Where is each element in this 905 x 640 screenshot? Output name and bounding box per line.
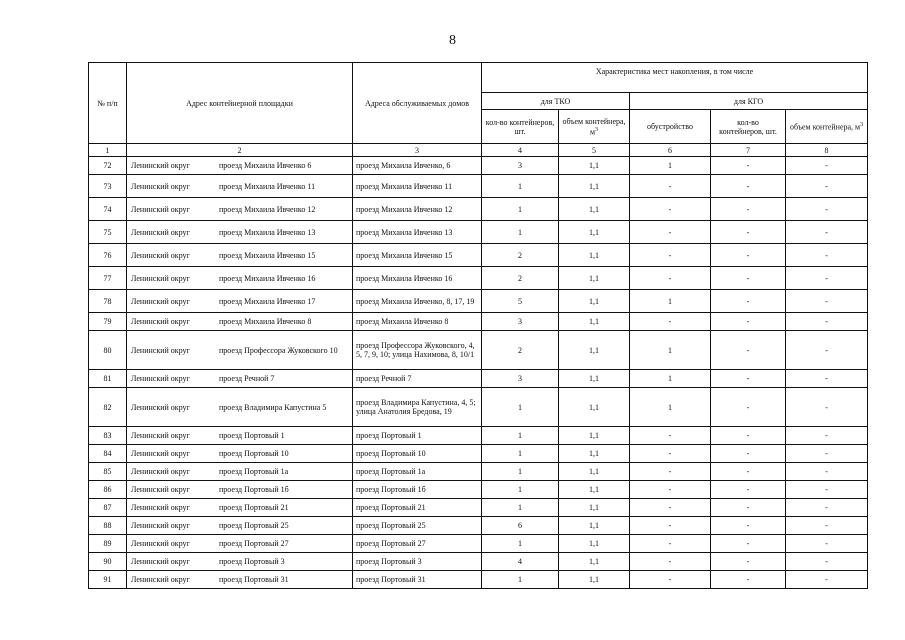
district-name: Ленинский округ: [131, 539, 190, 548]
row-number: 78: [89, 290, 127, 313]
site-street: проезд Владимира Капустина 5: [219, 402, 327, 412]
header-tko-count: кол-во контейнеров, шт.: [482, 110, 559, 144]
table-row: [89, 517, 868, 535]
row-number: 77: [89, 267, 127, 290]
served-addresses: проезд Портовый 21: [353, 499, 482, 517]
served-addresses: проезд Михаила Ивченко 15: [353, 244, 482, 267]
tko-container-volume: 1,1: [559, 221, 630, 244]
row-number: 81: [89, 370, 127, 388]
site-address-cell: [127, 175, 353, 198]
site-address-cell: [127, 463, 353, 481]
tko-container-count: 5: [482, 290, 559, 313]
kgo-equipment: -: [630, 499, 711, 517]
site-street: проезд Михаила Ивченко 13: [219, 227, 316, 237]
table-row: [89, 244, 868, 267]
kgo-container-count: -: [711, 221, 786, 244]
served-addresses: проезд Портовый 3: [353, 553, 482, 571]
table-row: [89, 388, 868, 427]
kgo-container-count: -: [711, 290, 786, 313]
kgo-container-volume: -: [786, 517, 868, 535]
district-name: Ленинский округ: [131, 161, 190, 170]
row-number: 87: [89, 499, 127, 517]
row-number: 85: [89, 463, 127, 481]
site-street: проезд Михаила Ивченко 12: [219, 204, 316, 214]
kgo-equipment: -: [630, 517, 711, 535]
row-number: 82: [89, 388, 127, 427]
kgo-container-volume: -: [786, 571, 868, 589]
kgo-container-count: -: [711, 517, 786, 535]
row-number: 86: [89, 481, 127, 499]
kgo-container-count: -: [711, 535, 786, 553]
column-index: 3: [353, 144, 482, 157]
site-street: проезд Портовый 1б: [219, 485, 289, 494]
kgo-container-count: -: [711, 370, 786, 388]
row-number: 80: [89, 331, 127, 370]
kgo-container-count: -: [711, 244, 786, 267]
served-addresses: проезд Портовый 31: [353, 571, 482, 589]
table-row: [89, 499, 868, 517]
tko-container-volume: 1,1: [559, 175, 630, 198]
kgo-container-count: -: [711, 198, 786, 221]
site-address-cell: [127, 221, 353, 244]
table-row: [89, 553, 868, 571]
site-address-cell: [127, 331, 353, 370]
table-row: [89, 463, 868, 481]
served-addresses: проезд Михаила Ивченко 8: [353, 313, 482, 331]
kgo-container-count: -: [711, 481, 786, 499]
tko-container-volume: 1,1: [559, 517, 630, 535]
table-row: [89, 157, 868, 175]
kgo-container-volume: -: [786, 535, 868, 553]
served-addresses: проезд Михаила Ивченко 12: [353, 198, 482, 221]
served-addresses: проезд Портовый 1: [353, 427, 482, 445]
tko-container-count: 2: [482, 267, 559, 290]
tko-container-volume: 1,1: [559, 198, 630, 221]
column-index: 6: [630, 144, 711, 157]
table-header: [89, 63, 868, 157]
kgo-container-count: -: [711, 157, 786, 175]
tko-container-count: 3: [482, 370, 559, 388]
kgo-equipment: 1: [630, 370, 711, 388]
served-addresses: проезд Речной 7: [353, 370, 482, 388]
site-address-cell: [127, 571, 353, 589]
kgo-container-volume: -: [786, 175, 868, 198]
tko-container-volume: 1,1: [559, 267, 630, 290]
tko-container-volume: 1,1: [559, 313, 630, 331]
column-index: 8: [786, 144, 868, 157]
table-row: [89, 198, 868, 221]
kgo-equipment: -: [630, 553, 711, 571]
site-address-cell: [127, 388, 353, 427]
header-tko: для ТКО: [482, 93, 630, 110]
tko-container-count: 2: [482, 331, 559, 370]
tko-container-count: 1: [482, 388, 559, 427]
site-street: проезд Портовый 25: [219, 521, 289, 530]
site-address-cell: [127, 370, 353, 388]
column-index: 1: [89, 144, 127, 157]
kgo-container-volume: -: [786, 370, 868, 388]
tko-container-count: 3: [482, 313, 559, 331]
site-address-cell: [127, 267, 353, 290]
kgo-equipment: -: [630, 427, 711, 445]
table-row: [89, 290, 868, 313]
kgo-container-volume: -: [786, 463, 868, 481]
row-number: 90: [89, 553, 127, 571]
kgo-container-volume: -: [786, 290, 868, 313]
district-name: Ленинский округ: [131, 521, 190, 530]
district-name: Ленинский округ: [131, 402, 190, 412]
site-address-cell: [127, 553, 353, 571]
site-street: проезд Портовый 21: [219, 503, 289, 512]
tko-container-count: 1: [482, 445, 559, 463]
kgo-equipment: -: [630, 445, 711, 463]
served-addresses: проезд Портовый 25: [353, 517, 482, 535]
district-name: Ленинский округ: [131, 250, 190, 260]
district-name: Ленинский округ: [131, 557, 190, 566]
kgo-container-count: -: [711, 499, 786, 517]
kgo-container-volume: -: [786, 221, 868, 244]
kgo-equipment: 1: [630, 290, 711, 313]
site-address-cell: [127, 157, 353, 175]
kgo-equipment: -: [630, 481, 711, 499]
table-row: [89, 427, 868, 445]
served-addresses: проезд Портовый 10: [353, 445, 482, 463]
site-address-cell: [127, 499, 353, 517]
column-index: 5: [559, 144, 630, 157]
table-row: [89, 571, 868, 589]
kgo-equipment: 1: [630, 331, 711, 370]
site-address-cell: [127, 313, 353, 331]
district-name: Ленинский округ: [131, 181, 190, 191]
table-row: [89, 267, 868, 290]
site-address-cell: [127, 290, 353, 313]
row-number: 73: [89, 175, 127, 198]
tko-container-volume: 1,1: [559, 445, 630, 463]
site-street: проезд Речной 7: [219, 374, 275, 383]
kgo-container-volume: -: [786, 267, 868, 290]
row-number: 84: [89, 445, 127, 463]
tko-container-volume: 1,1: [559, 331, 630, 370]
district-name: Ленинский округ: [131, 273, 190, 283]
district-name: Ленинский округ: [131, 467, 190, 476]
district-name: Ленинский округ: [131, 431, 190, 440]
district-name: Ленинский округ: [131, 296, 190, 306]
kgo-container-volume: -: [786, 313, 868, 331]
tko-container-volume: 1,1: [559, 157, 630, 175]
header-kgo-count: кол-во контейнеров, шт.: [711, 110, 786, 144]
site-street: проезд Профессора Жуковского 10: [219, 345, 338, 355]
district-name: Ленинский округ: [131, 374, 190, 383]
table-row: [89, 535, 868, 553]
column-index: 2: [127, 144, 353, 157]
kgo-container-count: -: [711, 175, 786, 198]
district-name: Ленинский округ: [131, 485, 190, 494]
table-row: [89, 370, 868, 388]
table-row: [89, 221, 868, 244]
header-kgo: для КГО: [630, 93, 868, 110]
tko-container-count: 1: [482, 481, 559, 499]
kgo-container-volume: -: [786, 198, 868, 221]
kgo-equipment: -: [630, 463, 711, 481]
served-addresses: проезд Портовый 27: [353, 535, 482, 553]
kgo-equipment: 1: [630, 388, 711, 427]
table-row: [89, 445, 868, 463]
row-number: 83: [89, 427, 127, 445]
site-address-cell: [127, 427, 353, 445]
kgo-container-count: -: [711, 331, 786, 370]
kgo-container-count: -: [711, 427, 786, 445]
kgo-container-count: -: [711, 388, 786, 427]
kgo-equipment: -: [630, 313, 711, 331]
header-no: № п/п: [89, 63, 127, 144]
header-served-addresses: Адреса обслуживаемых домов: [353, 63, 482, 144]
tko-container-count: 2: [482, 244, 559, 267]
table-row: [89, 331, 868, 370]
tko-container-volume: 1,1: [559, 481, 630, 499]
site-street: проезд Портовый 1а: [219, 467, 289, 476]
tko-container-count: 1: [482, 221, 559, 244]
kgo-container-count: -: [711, 463, 786, 481]
kgo-equipment: 1: [630, 157, 711, 175]
kgo-equipment: -: [630, 244, 711, 267]
district-name: Ленинский округ: [131, 317, 190, 326]
kgo-container-count: -: [711, 445, 786, 463]
district-name: Ленинский округ: [131, 227, 190, 237]
served-addresses: проезд Портовый 1б: [353, 481, 482, 499]
tko-container-volume: 1,1: [559, 290, 630, 313]
site-street: проезд Портовый 1: [219, 431, 285, 440]
table-row: [89, 481, 868, 499]
site-street: проезд Михаила Ивченко 11: [219, 181, 316, 191]
site-street: проезд Портовый 10: [219, 449, 289, 458]
row-number: 74: [89, 198, 127, 221]
site-address-cell: [127, 481, 353, 499]
kgo-equipment: -: [630, 175, 711, 198]
tko-container-count: 1: [482, 535, 559, 553]
tko-container-count: 6: [482, 517, 559, 535]
kgo-container-count: -: [711, 571, 786, 589]
tko-container-volume: 1,1: [559, 553, 630, 571]
tko-container-volume: 1,1: [559, 535, 630, 553]
kgo-equipment: -: [630, 221, 711, 244]
served-addresses: проезд Портовый 1а: [353, 463, 482, 481]
row-number: 72: [89, 157, 127, 175]
tko-container-volume: 1,1: [559, 499, 630, 517]
district-name: Ленинский округ: [131, 575, 190, 584]
tko-container-count: 1: [482, 427, 559, 445]
site-address-cell: [127, 198, 353, 221]
tko-container-count: 1: [482, 463, 559, 481]
tko-container-count: 1: [482, 175, 559, 198]
site-address-cell: [127, 535, 353, 553]
kgo-equipment: -: [630, 198, 711, 221]
tko-container-count: 1: [482, 198, 559, 221]
table-body: [89, 157, 868, 589]
kgo-container-volume: -: [786, 157, 868, 175]
tko-container-volume: 1,1: [559, 427, 630, 445]
tko-container-count: 1: [482, 571, 559, 589]
kgo-equipment: -: [630, 571, 711, 589]
row-number: 89: [89, 535, 127, 553]
row-number: 76: [89, 244, 127, 267]
row-number: 91: [89, 571, 127, 589]
district-name: Ленинский округ: [131, 204, 190, 214]
served-addresses: проезд Михаила Ивченко 13: [353, 221, 482, 244]
header-tko-volume: объем контейнера, $м^3$: [559, 110, 630, 144]
site-street: проезд Михаила Ивченко 6: [219, 161, 312, 170]
served-addresses: проезд Михаила Ивченко 11: [353, 175, 482, 198]
site-street: проезд Михаила Ивченко 16: [219, 273, 316, 283]
tko-container-volume: 1,1: [559, 463, 630, 481]
served-addresses: проезд Михаила Ивченко, 6: [353, 157, 482, 175]
table-row: [89, 313, 868, 331]
kgo-container-volume: -: [786, 445, 868, 463]
site-street: проезд Портовый 31: [219, 575, 289, 584]
row-number: 88: [89, 517, 127, 535]
served-addresses: проезд Владимира Капустина, 4, 5; улица Анатолия Бредова, 19: [353, 388, 482, 427]
row-number: 75: [89, 221, 127, 244]
kgo-container-count: -: [711, 267, 786, 290]
site-address-cell: [127, 517, 353, 535]
kgo-container-count: -: [711, 313, 786, 331]
page-number: 8: [449, 33, 456, 48]
column-index-row: [89, 144, 868, 157]
row-number: 79: [89, 313, 127, 331]
served-addresses: проезд Михаила Ивченко 16: [353, 267, 482, 290]
district-name: Ленинский округ: [131, 503, 190, 512]
kgo-container-volume: -: [786, 499, 868, 517]
kgo-container-volume: -: [786, 481, 868, 499]
tko-container-count: 4: [482, 553, 559, 571]
tko-container-count: 3: [482, 157, 559, 175]
kgo-container-volume: -: [786, 244, 868, 267]
tko-container-volume: 1,1: [559, 370, 630, 388]
kgo-equipment: -: [630, 267, 711, 290]
column-index: 7: [711, 144, 786, 157]
district-name: Ленинский округ: [131, 345, 190, 355]
column-index: 4: [482, 144, 559, 157]
kgo-container-volume: -: [786, 553, 868, 571]
tko-container-volume: 1,1: [559, 571, 630, 589]
kgo-equipment: -: [630, 535, 711, 553]
header-kgo-equipment: обустройство: [630, 110, 711, 144]
kgo-container-volume: -: [786, 427, 868, 445]
table-row: [89, 175, 868, 198]
container-sites-table: [88, 62, 868, 589]
header-characteristics: Характеристика мест накопления, в том числе: [482, 63, 868, 93]
site-street: проезд Михаила Ивченко 8: [219, 317, 312, 326]
site-street: проезд Михаила Ивченко 15: [219, 250, 316, 260]
tko-container-volume: 1,1: [559, 388, 630, 427]
site-street: проезд Михаила Ивченко 17: [219, 296, 316, 306]
kgo-container-volume: -: [786, 331, 868, 370]
kgo-container-volume: -: [786, 388, 868, 427]
tko-container-count: 1: [482, 499, 559, 517]
site-address-cell: [127, 244, 353, 267]
tko-container-volume: 1,1: [559, 244, 630, 267]
served-addresses: проезд Михаила Ивченко, 8, 17, 19: [353, 290, 482, 313]
district-name: Ленинский округ: [131, 449, 190, 458]
header-kgo-volume: объем контейнера, $м^3$: [786, 110, 868, 144]
site-street: проезд Портовый 3: [219, 557, 285, 566]
served-addresses: проезд Профессора Жуковского, 4, 5, 7, 9, 10; улица Нахимова, 8, 10/1: [353, 331, 482, 370]
site-address-cell: [127, 445, 353, 463]
site-street: проезд Портовый 27: [219, 539, 289, 548]
header-site-address: Адрес контейнерной площадки: [127, 63, 353, 144]
kgo-container-count: -: [711, 553, 786, 571]
